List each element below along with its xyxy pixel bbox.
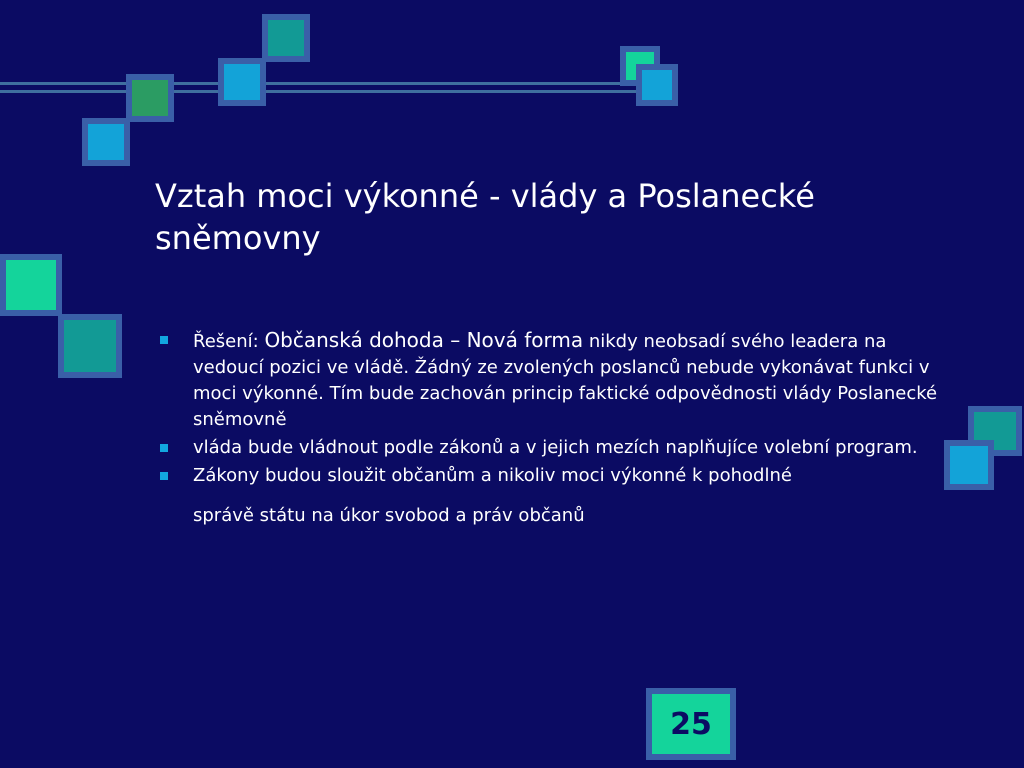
decorative-square	[58, 314, 122, 378]
square-bullet-icon	[160, 472, 168, 480]
bullet-item	[160, 435, 940, 461]
slide-number-badge: 25	[646, 688, 736, 760]
decorative-square	[636, 64, 678, 106]
decorative-square	[944, 440, 994, 490]
bullet-text: Zákony budou sloužit občanům a nikoliv moci výkonné k pohodlné	[193, 465, 792, 486]
bullet-text: vláda bude vládnout podle zákonů a v jejich mezích naplňujíce volební program.	[193, 437, 918, 458]
bullet-list	[160, 327, 940, 531]
bullet-emphasis: Občanská dohoda – Nová forma	[264, 328, 584, 352]
decorative-square	[126, 74, 174, 122]
decorative-square	[82, 118, 130, 166]
decorative-square	[262, 14, 310, 62]
square-bullet-icon	[160, 444, 168, 452]
square-bullet-icon	[160, 336, 168, 344]
bullet-text: nikdy neobsadí svého leadera na vedoucí pozici ve vládě. Žádný ze zvolených poslanců nebude vykonávat funkci v moci výkonné. Tím bude zachován princip faktické odpovědnosti vlády Poslanecké sněmovně	[193, 331, 938, 430]
bullet-continuation: správě státu na úkor svobod a práv občanů	[193, 505, 585, 526]
bullet-item	[160, 327, 940, 433]
decorative-line-top	[0, 82, 640, 85]
decorative-square	[0, 254, 62, 316]
decorative-square	[218, 58, 266, 106]
bullet-item	[160, 463, 940, 529]
slide-title: Vztah moci výkonné - vlády a Poslanecké sněmovny	[155, 177, 815, 257]
decorative-line-bottom	[0, 90, 640, 93]
bullet-label: Řešení:	[193, 331, 259, 352]
